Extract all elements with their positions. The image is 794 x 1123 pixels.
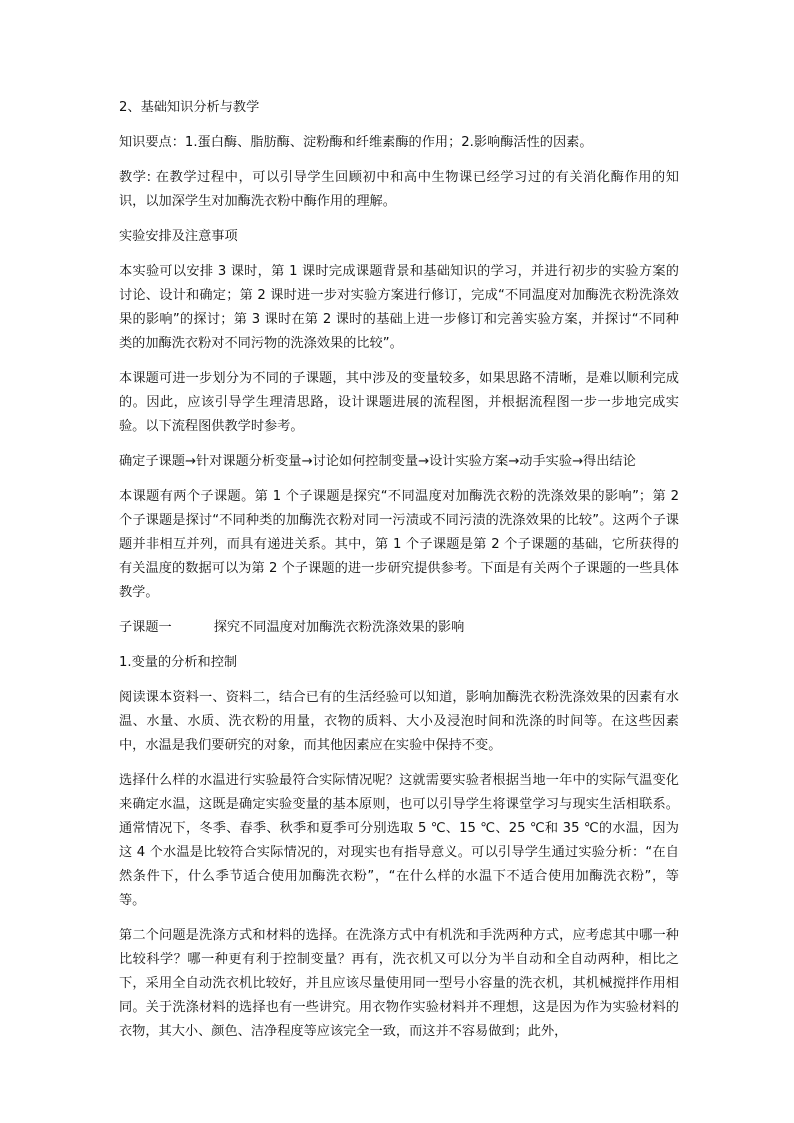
section-heading: 2、基础知识分析与教学	[119, 100, 260, 115]
reading-paragraph: 阅读课本资料一、资料二，结合已有的生活经验可以知道，影响加酶洗衣粉洗涤效果的因素有水温、水量、水质、洗衣粉的用量，衣物的质料、大小及浸泡时间和洗涤的时间等。在这些因素中，水温是我们要研究的对象，而其他因素应在实验中保持不变。	[119, 690, 679, 753]
document-page	[119, 96, 679, 1044]
subtopics-paragraph: 本课题可进一步划分为不同的子课题，其中涉及的变量较多，如果思路不清晰，是难以顺利完成的。因此，应该引导学生理清思路，设计课题进展的流程图，并根据流程图一步一步地完成实验。以下流程图供教学时参考。	[119, 371, 679, 434]
subtopic-label: 子课题一	[119, 620, 172, 635]
two-subtopics-paragraph: 本课题有两个子课题。第 1 个子课题是探究“不同温度对加酶洗衣粉的洗涤效果的影响”；第 2 个子课题是探讨“不同种类的加酶洗衣粉对同一污渍或不同污渍的洗涤效果的比较”。这两个子课题并非相互并列，而具有递进关系。其中，第 1 个子课题是第 2 个子课题的基础，它所获得的有关温度的数据可以为第 2 个子课题的进一步研究提供参考。下面是有关两个子课题的一些具体教学。	[119, 489, 679, 600]
second-question-paragraph: 第二个问题是洗涤方式和材料的选择。在洗涤方式中有机洗和手洗两种方式，应考虑其中哪一种比较科学？哪一种更有利于控制变量？再有，洗衣机又可以分为半自动和全自动两种，相比之下，采用全自动洗衣机比较好，并且应该尽量使用同一型号小容量的洗衣机，其机械搅拌作用相同。关于洗涤材料的选择也有一些讲究。用衣物作实验材料并不理想，这是因为作为实验材料的衣物，其大小、颜色、洁净程度等应该完全一致，而这并不容易做到；此外，	[119, 928, 679, 1039]
variable-heading: 1.变量的分析和控制	[119, 655, 238, 670]
temperature-paragraph: 选择什么样的水温进行实验最符合实际情况呢？这就需要实验者根据当地一年中的实际气温变化来确定水温，这既是确定实验变量的基本原则，也可以引导学生将课堂学习与现实生活相联系。通常情况下，冬季、春季、秋季和夏季可分别选取 5 ℃、15 ℃、25 ℃和 35 ℃的水温，因为这 4 个水温是比较符合实际情况的，对现实也有指导意义。可以引导学生通过实验分析：“在自然条件下，什么季节适合使用加酶洗衣粉”，“在什么样的水温下不适合使用加酶洗衣粉”，等等。	[119, 773, 679, 908]
subtopic-title: 探究不同温度对加酶洗衣粉洗涤效果的影响	[213, 620, 465, 635]
teaching-paragraph: 教学: 在教学过程中，可以引导学生回顾初中和高中生物课已经学习过的有关消化酶作用的知识，以加深学生对加酶洗衣粉中酶作用的理解。	[119, 170, 679, 209]
subtopic-heading	[119, 616, 679, 640]
arrangement-title: 实验安排及注意事项	[119, 229, 238, 244]
knowledge-points: 知识要点：1.蛋白酶、脂肪酶、淀粉酶和纤维素酶的作用；2.影响酶活性的因素。	[119, 135, 593, 150]
flowchart-line: 确定子课题→针对课题分析变量→讨论如何控制变量→设计实验方案→动手实验→得出结论	[119, 454, 636, 469]
arrangement-paragraph: 本实验可以安排 3 课时，第 1 课时完成课题背景和基础知识的学习，并进行初步的实验方案的讨论、设计和确定；第 2 课时进一步对实验方案进行修订，完成“不同温度对加酶洗衣粉洗涤效果的影响”的探讨；第 3 课时在第 2 课时的基础上进一步修订和完善实验方案，并探讨“不同种类的加酶洗衣粉对不同污物的洗涤效果的比较”。	[119, 264, 679, 351]
